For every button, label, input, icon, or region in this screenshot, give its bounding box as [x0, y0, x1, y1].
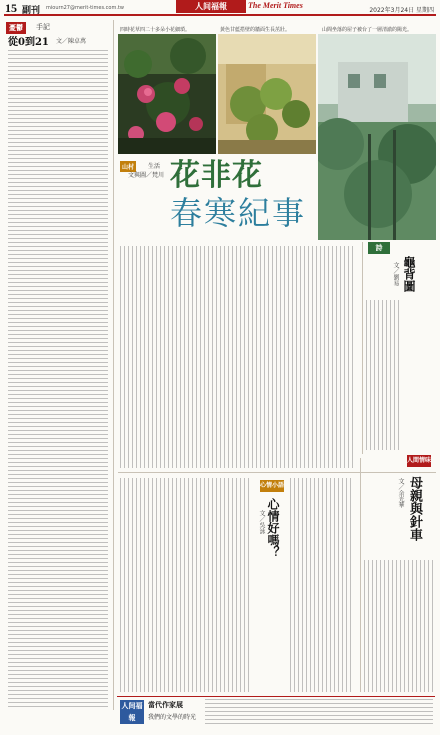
feature-kicker-suffix: 生活 [148, 163, 161, 170]
mood-essay-body [290, 478, 354, 692]
mother-divider [360, 458, 361, 692]
feature-body-upper [120, 246, 356, 468]
feature-body-lower [120, 478, 252, 692]
left-article-title: 從0到21 [8, 37, 49, 48]
mood-essay-tag: 心情小語 [260, 480, 284, 492]
photo-mountain-house [318, 34, 436, 240]
poem-author: 文／劉易 [392, 262, 399, 286]
photo-flowers [118, 34, 216, 154]
photo-caption-3: 山間坐落的屋子被台了一層清澈的陽光。 [322, 27, 413, 33]
photo-caption-1: 四時花草四二十多朵小花細瑣。 [120, 27, 191, 33]
poem-body [366, 300, 400, 450]
footer-logo: 人间福報 [121, 702, 143, 722]
site-email: miourn27@merit-times.com.tw [46, 5, 124, 11]
header-rule [4, 14, 436, 16]
left-article-body [8, 50, 108, 710]
photo-wall-plants [218, 34, 316, 154]
mother-essay-title: 母親與針車 [407, 476, 422, 541]
photo-caption-2: 黃色甘藍搭壁的牆面生長茁壯。 [220, 27, 291, 33]
column-tag-suffix: 手記 [36, 23, 50, 31]
mother-essay-author: 文／余光華 [397, 478, 404, 508]
masthead-logo: 人间福報 [176, 0, 246, 13]
mother-essay-tag: 人間情味 [407, 455, 431, 467]
mood-essay-author: 文／吳詠 [258, 510, 265, 534]
page-number: 15 [5, 1, 17, 15]
footer-title: 當代作家展 [148, 701, 183, 709]
feature-headline: 花非花 [170, 158, 263, 193]
feature-subhead: 春寒紀事 [170, 194, 307, 232]
column-divider [113, 20, 114, 710]
section-name: 副刊 [22, 6, 41, 16]
footer-subtitle: 我們的文學的時光 [148, 714, 197, 721]
feature-byline: 文與圖／梵川 [128, 172, 165, 179]
masthead-english: The Merit Times [248, 1, 303, 10]
mid-divider [118, 472, 436, 473]
poem-title: 龜背圖 [402, 256, 416, 292]
poem-tag: 詩 [368, 242, 390, 254]
issue-date: 2022年3月24日 星期四 [369, 7, 434, 14]
poem-divider [362, 242, 363, 454]
feature-kicker: 山村 [120, 161, 136, 172]
left-article-author: 文／陳卓萬 [56, 38, 87, 45]
footer-notice-text [205, 699, 433, 727]
mood-essay-title: 心情好嗎？ [266, 498, 280, 558]
column-tag: 憂鬱 [6, 22, 26, 34]
mother-essay-body [364, 560, 434, 692]
